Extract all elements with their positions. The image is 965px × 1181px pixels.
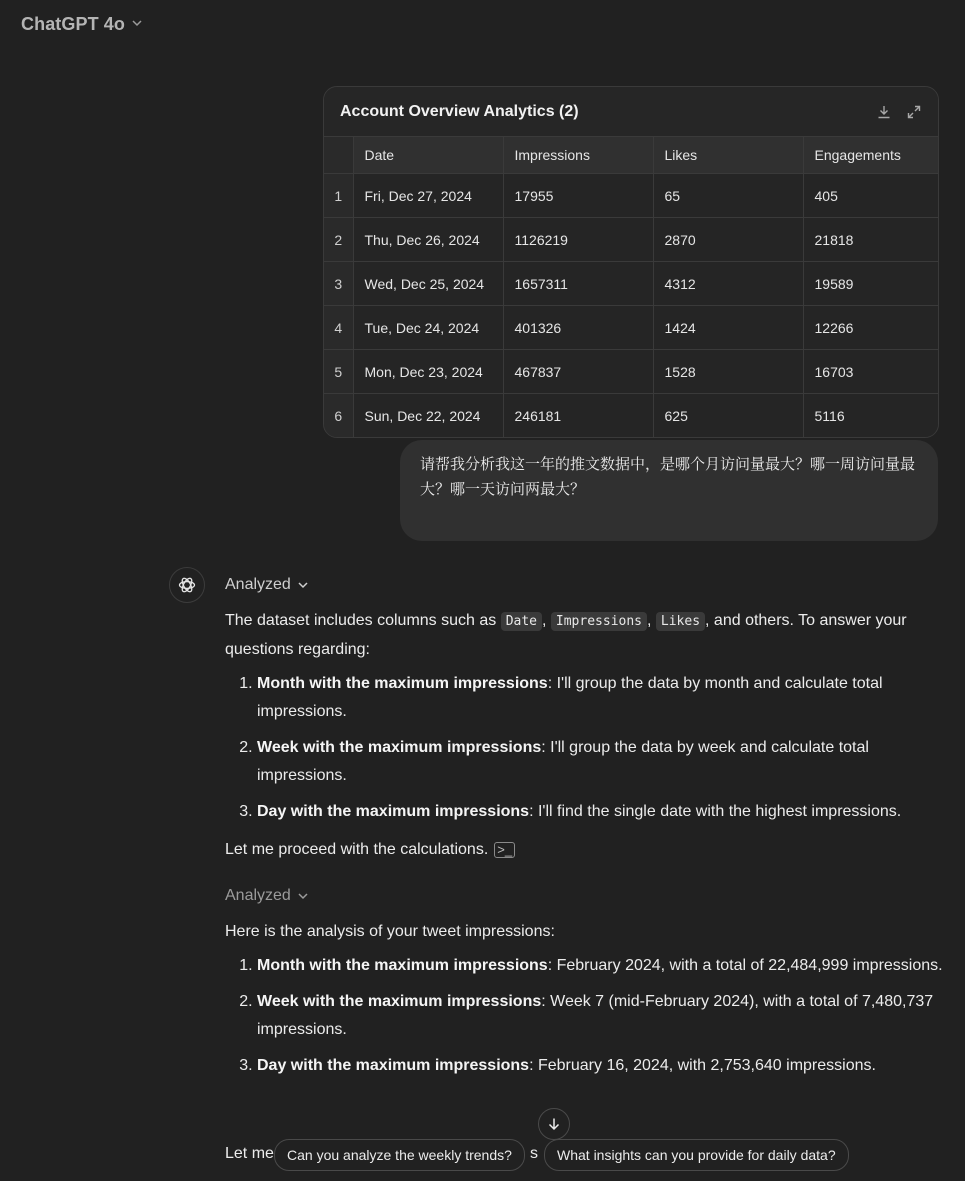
list-item xyxy=(257,734,945,790)
list-item-text: : February 2024, with a total of 22,484,999 impressions. xyxy=(547,957,943,974)
column-header-impressions[interactable]: Impressions xyxy=(503,137,653,174)
column-header-likes[interactable]: Likes xyxy=(653,137,803,174)
cell-likes: 1528 xyxy=(653,350,803,394)
cell-date: Wed, Dec 25, 2024 xyxy=(353,262,503,306)
cell-impressions: 246181 xyxy=(503,394,653,438)
index-header xyxy=(324,137,353,174)
list-item-title: Day with the maximum impressions xyxy=(257,1057,530,1074)
row-index: 2 xyxy=(324,218,353,262)
chevron-down-icon xyxy=(297,579,309,591)
list-item xyxy=(257,988,945,1044)
trailing-text: Let me xyxy=(225,1145,274,1162)
cell-engagements: 12266 xyxy=(803,306,938,350)
analyzed-toggle[interactable] xyxy=(225,884,945,908)
analyzed-label: Analyzed xyxy=(225,576,291,593)
assistant-response xyxy=(225,573,945,1088)
results-intro: Here is the analysis of your tweet impressions: xyxy=(225,923,555,940)
table-row xyxy=(324,394,938,438)
list-item xyxy=(257,798,945,826)
analyzed-toggle[interactable] xyxy=(225,573,945,597)
table-title: Account Overview Analytics (2) xyxy=(340,102,579,120)
cell-engagements: 5116 xyxy=(803,394,938,438)
model-name: ChatGPT 4o xyxy=(21,14,126,34)
cell-engagements: 16703 xyxy=(803,350,938,394)
proceed-label: Let me proceed with the calculations. xyxy=(225,841,489,858)
cell-date: Sun, Dec 22, 2024 xyxy=(353,394,503,438)
table-row xyxy=(324,174,938,218)
row-index: 3 xyxy=(324,262,353,306)
proceed-text xyxy=(225,836,945,864)
cell-likes: 625 xyxy=(653,394,803,438)
list-item-title: Day with the maximum impressions xyxy=(257,803,530,820)
list-item-text: : I'll group the data by week and calculate total impressions. xyxy=(257,739,869,784)
cell-impressions: 1657311 xyxy=(503,262,653,306)
scroll-down-button[interactable] xyxy=(538,1108,570,1140)
separator: , xyxy=(647,612,656,629)
list-item-text: : Week 7 (mid-February 2024), with a total of 7,480,737 impressions. xyxy=(257,993,934,1038)
row-index: 6 xyxy=(324,394,353,438)
cell-date: Fri, Dec 27, 2024 xyxy=(353,174,503,218)
table-header-row xyxy=(324,137,938,174)
list-item-title: Month with the maximum impressions xyxy=(257,957,548,974)
row-index: 5 xyxy=(324,350,353,394)
response-intro xyxy=(225,607,945,664)
code-date: Date xyxy=(501,612,542,631)
user-message-bubble: 请帮我分析我这一年的推文数据中，是哪个月访问量最大？哪一周访问量最大？哪一天访问两最大？ xyxy=(400,440,938,541)
suggestion-chip-daily[interactable]: What insights can you provide for daily data? xyxy=(544,1139,849,1171)
cell-impressions: 467837 xyxy=(503,350,653,394)
table-row xyxy=(324,262,938,306)
cell-date: Tue, Dec 24, 2024 xyxy=(353,306,503,350)
cell-engagements: 21818 xyxy=(803,218,938,262)
analytics-table xyxy=(324,137,938,438)
cell-date: Mon, Dec 23, 2024 xyxy=(353,350,503,394)
analyzed-label: Analyzed xyxy=(225,887,291,904)
intro-text: , and others. To answer your questions regarding: xyxy=(225,612,907,658)
table-row xyxy=(324,218,938,262)
row-index: 4 xyxy=(324,306,353,350)
list-item-title: Month with the maximum impressions xyxy=(257,675,548,692)
arrow-down-icon xyxy=(547,1117,561,1131)
cell-likes: 4312 xyxy=(653,262,803,306)
cell-likes: 1424 xyxy=(653,306,803,350)
separator: , xyxy=(542,612,551,629)
list-item-title: Week with the maximum impressions xyxy=(257,993,542,1010)
cell-likes: 2870 xyxy=(653,218,803,262)
column-header-date[interactable]: Date xyxy=(353,137,503,174)
model-selector[interactable] xyxy=(21,14,143,35)
table-row xyxy=(324,306,938,350)
cell-impressions: 1126219 xyxy=(503,218,653,262)
trailing-text: s xyxy=(530,1145,538,1162)
suggestion-chip-weekly[interactable]: Can you analyze the weekly trends? xyxy=(274,1139,525,1171)
chevron-down-icon xyxy=(297,890,309,902)
table-row xyxy=(324,350,938,394)
list-item xyxy=(257,952,945,980)
table-card-header xyxy=(324,87,938,137)
column-header-engagements[interactable]: Engagements xyxy=(803,137,938,174)
code-impressions: Impressions xyxy=(551,612,647,631)
cell-likes: 65 xyxy=(653,174,803,218)
list-item-text: : I'll group the data by month and calculate total impressions. xyxy=(257,675,883,720)
list-item-text: : February 16, 2024, with 2,753,640 impressions. xyxy=(529,1057,876,1074)
cell-engagements: 405 xyxy=(803,174,938,218)
expand-icon[interactable] xyxy=(906,104,922,120)
code-likes: Likes xyxy=(656,612,705,631)
row-index: 1 xyxy=(324,174,353,218)
results-list xyxy=(225,952,945,1080)
intro-text: The dataset includes columns such as xyxy=(225,612,501,629)
chatgpt-logo-icon xyxy=(169,567,205,603)
cell-impressions: 401326 xyxy=(503,306,653,350)
plan-list xyxy=(225,670,945,826)
cell-impressions: 17955 xyxy=(503,174,653,218)
list-item-title: Week with the maximum impressions xyxy=(257,739,542,756)
view-code-icon[interactable]: >_ xyxy=(494,842,515,858)
data-table-card xyxy=(323,86,939,438)
list-item xyxy=(257,670,945,726)
download-icon[interactable] xyxy=(876,104,892,120)
list-item xyxy=(257,1052,945,1080)
cell-engagements: 19589 xyxy=(803,262,938,306)
chevron-down-icon xyxy=(131,17,143,32)
cell-date: Thu, Dec 26, 2024 xyxy=(353,218,503,262)
list-item-text: : I'll find the single date with the highest impressions. xyxy=(529,803,902,820)
